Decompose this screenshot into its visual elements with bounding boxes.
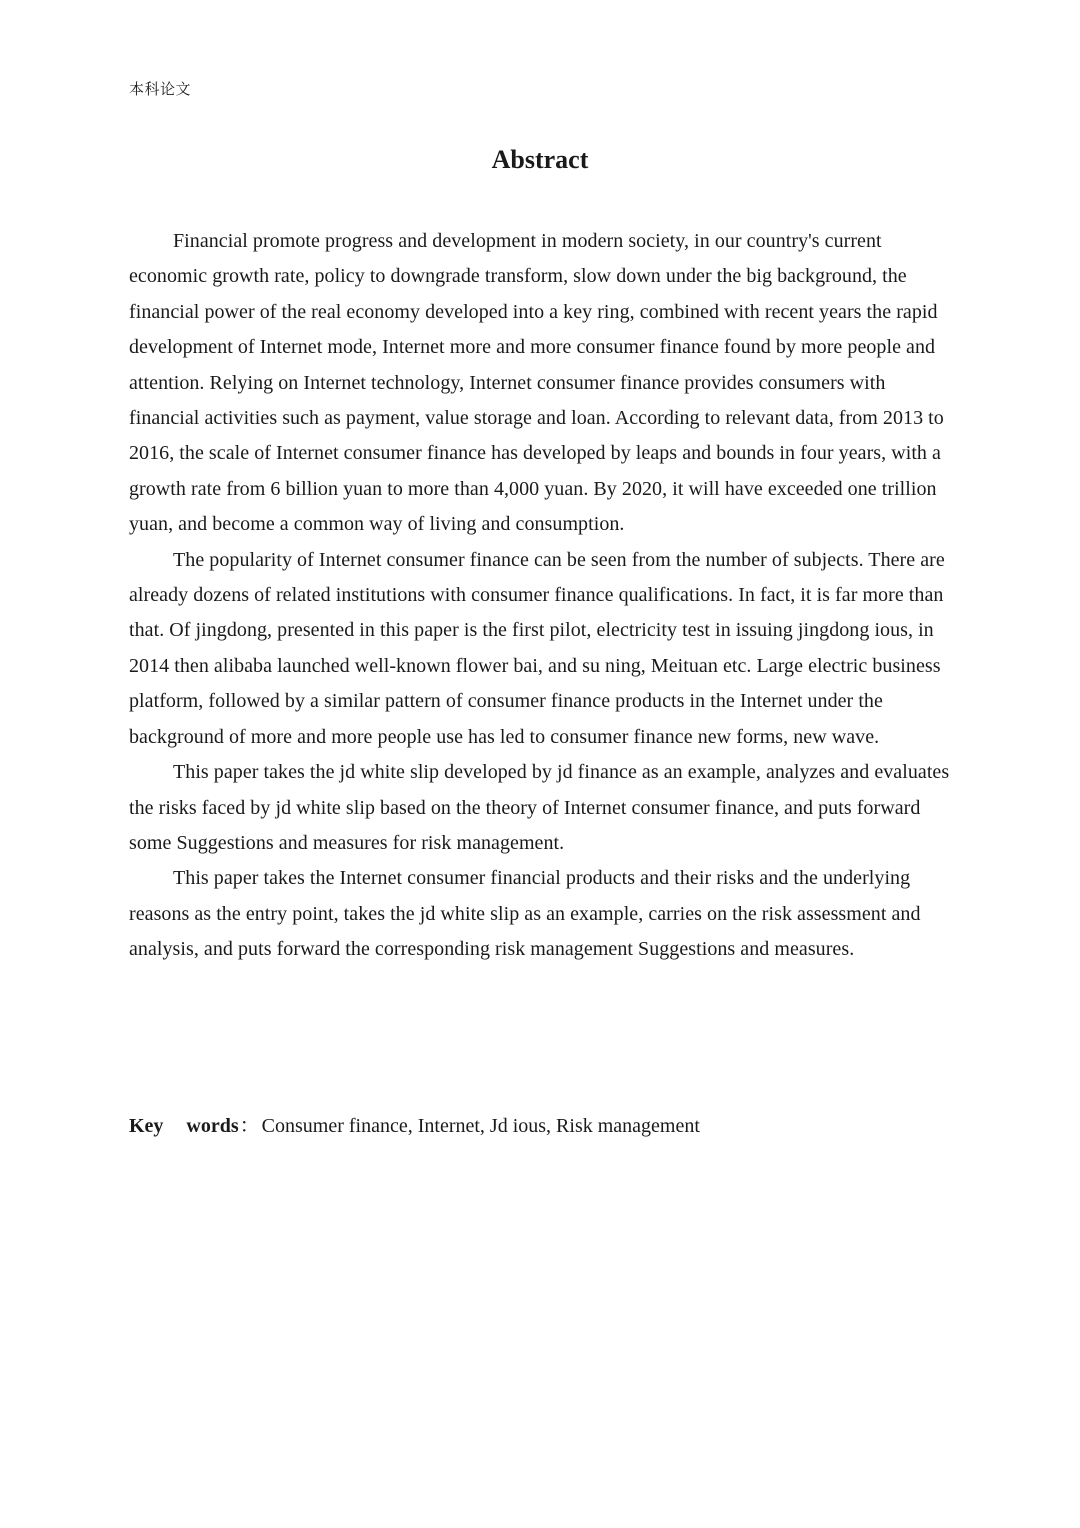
keywords-text: Consumer finance, Internet, Jd ious, Risk management xyxy=(261,1115,700,1137)
abstract-title: Abstract xyxy=(491,145,589,174)
running-header: 本科论文 xyxy=(129,80,192,98)
abstract-paragraph: This paper takes the jd white slip developed by jd finance as an example, analyzes and evaluates the risks faced by jd white slip based on the theory of Internet consumer finance, and puts forward some Suggestions and measures for risk management. xyxy=(129,761,950,854)
keywords-label: Key words xyxy=(129,1115,239,1137)
abstract-paragraph: This paper takes the Internet consumer financial products and their risks and the underlying reasons as the entry point, takes the jd white slip as an example, carries on the risk assessment and analysis, and puts forward the corresponding risk management Suggestions and measures. xyxy=(129,867,921,961)
keywords-line xyxy=(129,1109,700,1144)
abstract-paragraph: The popularity of Internet consumer finance can be seen from the number of subjects. There are already dozens of related institutions with consumer finance qualifications. In fact, it is far more than that. Of jingdong, presented in this paper is the first pilot, electricity test in issuing jingdong ious, in 2014 then alibaba launched well-known flower bai, and su ning, Meituan etc. Large electric business platform, followed by a similar pattern of consumer finance products in the Internet under the background of more and more people use has led to consumer finance new forms, new wave. xyxy=(129,548,945,748)
keywords-separator: ： xyxy=(239,1115,260,1137)
abstract-paragraph: Financial promote progress and development in modern society, in our country's current economic growth rate, policy to downgrade transform, slow down under the big background, the financial power of the real economy developed into a key ring, combined with recent years the rapid development of Internet mode, Internet more and more consumer finance found by more people and attention. Relying on Internet technology, Internet consumer finance provides consumers with financial activities such as payment, value storage and loan. According to relevant data, from 2013 to 2016, the scale of Internet consumer finance has developed by leaps and bounds in four years, with a growth rate from 6 billion yuan to more than 4,000 yuan. By 2020, it will have exceeded one trillion yuan, and become a common way of living and consumption. xyxy=(129,230,944,536)
abstract-body xyxy=(129,224,951,968)
